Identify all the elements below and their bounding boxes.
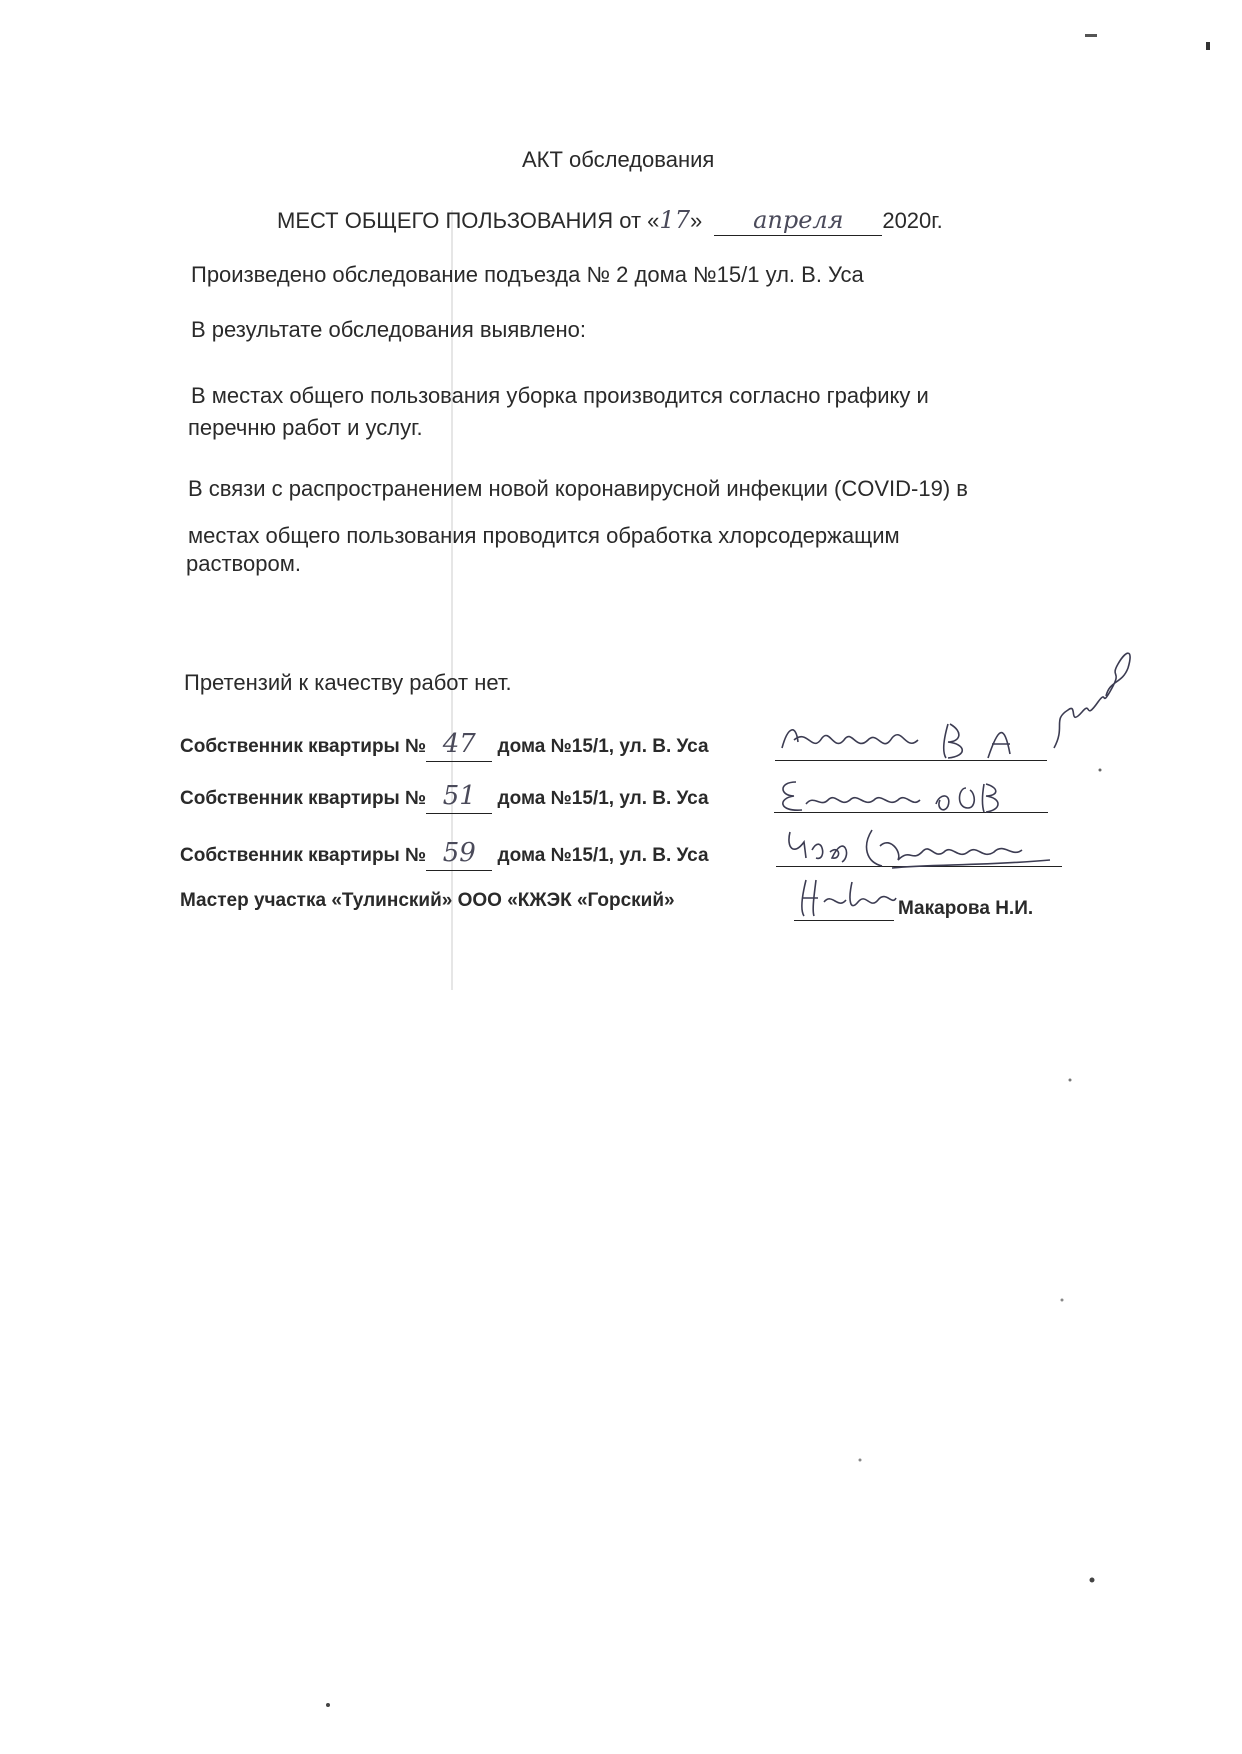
master-name: Макарова Н.И. — [898, 898, 1034, 919]
document-subtitle — [277, 205, 943, 236]
owner-row — [180, 837, 709, 871]
date-separator: » — [689, 208, 709, 233]
master-label: Мастер участка «Тулинский» ООО «КЖЭК «Горский» — [180, 890, 675, 911]
apartment-number: 47 — [426, 728, 492, 762]
date-month: апреля — [714, 205, 882, 236]
signature-line — [794, 920, 894, 921]
signature — [778, 718, 1048, 764]
apartment-number: 59 — [426, 837, 492, 871]
subtitle-prefix: МЕСТ ОБЩЕГО ПОЛЬЗОВАНИЯ от « — [277, 208, 660, 233]
result-intro: В результате обследования выявлено: — [191, 317, 587, 342]
covid-line-3: раствором. — [186, 551, 301, 576]
covid-line-2: местах общего пользования проводится обработка хлорсодержащим — [188, 523, 900, 548]
signature — [782, 822, 1062, 870]
inspection-statement: Произведено обследование подъезда № 2 дома №15/1 ул. В. Уса — [191, 262, 864, 287]
owner-address: дома №15/1, ул. В. Уса — [492, 736, 709, 757]
date-day: 17 — [659, 206, 690, 234]
signature-image — [782, 822, 1062, 870]
cleaning-line-2: перечню работ и услуг. — [188, 415, 423, 440]
signature-image — [796, 872, 900, 920]
apartment-number: 51 — [426, 780, 492, 814]
document-title: АКТ обследования — [522, 147, 715, 172]
signature — [776, 774, 1026, 818]
signature — [1048, 640, 1138, 760]
owner-label: Собственник квартиры № — [180, 845, 427, 866]
owner-row — [180, 728, 709, 762]
owner-row — [180, 780, 709, 814]
owner-address: дома №15/1, ул. В. Уса — [492, 845, 709, 866]
owner-address: дома №15/1, ул. В. Уса — [492, 788, 709, 809]
signature-image — [776, 774, 1026, 818]
signature-image — [1048, 640, 1138, 760]
signature — [796, 872, 900, 920]
cleaning-line-1: В местах общего пользования уборка производится согласно графику и — [191, 383, 929, 408]
no-claims-statement: Претензий к качеству работ нет. — [184, 670, 512, 695]
owner-label: Собственник квартиры № — [180, 788, 427, 809]
owner-label: Собственник квартиры № — [180, 736, 427, 757]
signature-image — [778, 718, 1048, 764]
covid-line-1: В связи с распространением новой коронавирусной инфекции (COVID-19) в — [188, 476, 968, 501]
date-year: 2020г. — [882, 208, 943, 233]
